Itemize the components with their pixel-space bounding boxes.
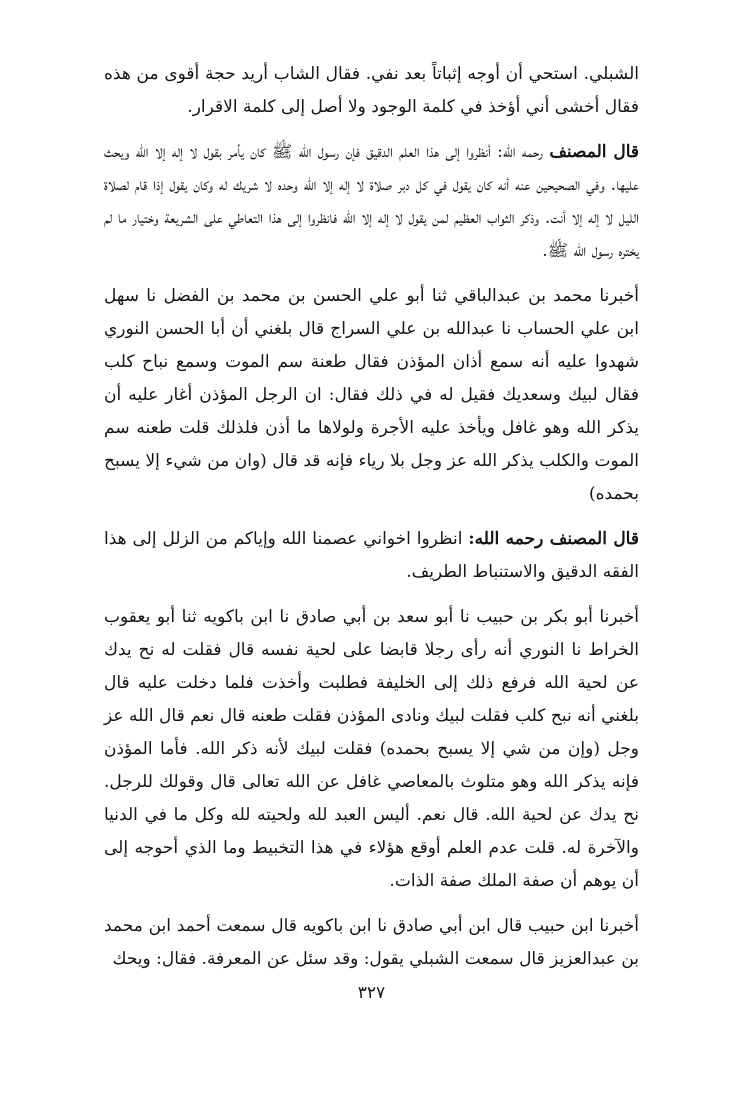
paragraph-heading: قال المصنف رحمه الله: <box>468 529 639 549</box>
paragraph-gap <box>104 124 639 136</box>
paragraph <box>104 910 639 976</box>
paragraph-text: رحمه الله: أنظروا إلى هذا العلم الدقيق فإن رسول الله ﷺ كان يأمر بقول لا إله إلا الله ويحث عليها. وفي الصحيحين عنه أنه كان يقول في كل دبر صلاة لا إله إلا الله وحده لا شريك له وكان يقول إذا قام لصلاة الليل لا إله إلا أنت. وذكر الثواب العظيم لمن يقول لا إله إلا الله فانظروا إلى هذا التعاطي على الشريعة وختيار ما لم يختره رسول الله ﷺ. <box>104 142 639 261</box>
paragraph-text: أخبرنا أبو بكر بن حبيب نا أبو سعد بن أبي صادق نا ابن باكويه ثنا أبو يعقوب الخراط نا النوري أنه رأى رجلا قابضا على لحية نفسه قال فقلت له نح يدك عن لحية الله فرفع ذلك إلى الخليفة فطلبت وأخذت فلما دخلت عليه قال بلغني أنه نبح كلب فقلت لبيك ونادى المؤذن فقلت طعنه قال نعم قال الله عز وجل (وإن من شي إلا يسبح بحمده) فقلت لبيك لأنه ذكر الله. فأما المؤذن فإنه يذكر الله وهو متلوث بالمعاصي غافل عن الله تعالى قال وقولك للرجل. نح يدك عن لحية الله. قال نعم. أليس العبد لله ولحيته لله وكل ما في الدنيا والآخرة له. قلت عدم العلم أوقع هؤلاء في هذا التخبيط وما الذي أحوجه إلى أن يوهم أن صفة الملك صفة الذات. <box>104 607 639 891</box>
paragraph-heading: قال المصنف <box>549 142 640 162</box>
paragraph-gap <box>104 589 639 601</box>
paragraph-text: انظروا اخواني عصمنا الله وإياكم من الزلل إلى هذا الفقه الدقيق والاستنباط الطريف. <box>104 529 639 582</box>
paragraph-gap <box>104 511 639 523</box>
paragraph <box>104 280 639 511</box>
paragraph-text: الشبلي. استحي أن أوجه إثباتاً بعد نفي. فقال الشاب أريد حجة أقوى من هذه فقال أخشى أني أؤخذ في كلمة الوجود ولا أصل إلى كلمة الاقرار. <box>104 64 639 117</box>
paragraph-text: أخبرنا ابن حبيب قال ابن أبي صادق نا ابن باكويه قال سمعت أحمد ابن محمد بن عبدالعزيز قال سمعت الشبلي يقول: وقد سئل عن المعرفة. فقال: ويحك <box>104 916 639 969</box>
paragraph <box>104 136 639 268</box>
page-number: ٣٢٧ <box>357 983 386 1003</box>
paragraph <box>104 58 639 124</box>
paragraph <box>104 601 639 898</box>
paragraph <box>104 523 639 589</box>
paragraph-gap <box>104 268 639 280</box>
paragraph-gap <box>104 898 639 910</box>
body-text <box>104 58 639 976</box>
paragraph-text: أخبرنا محمد بن عبدالباقي ثنا أبو علي الحسن بن محمد بن الفضل نا سهل ابن علي الحساب نا عبدالله بن علي السراج قال بلغني أن أبا الحسن النوري شهدوا عليه أنه سمع أذان المؤذن فقال طعنة سم الموت وسمع نباح كلب فقال لبيك وسعديك فقيل له في ذلك فقال: ان الرجل المؤذن أغار عليه أن يذكر الله وهو غافل ويأخذ عليه الأجرة ولولاها ما أذن فلذلك قلت طعنه سم الموت والكلب يذكر الله عز وجل بلا رياء فإنه قد قال (وان من شيء إلا يسبح بحمده) <box>104 286 639 504</box>
